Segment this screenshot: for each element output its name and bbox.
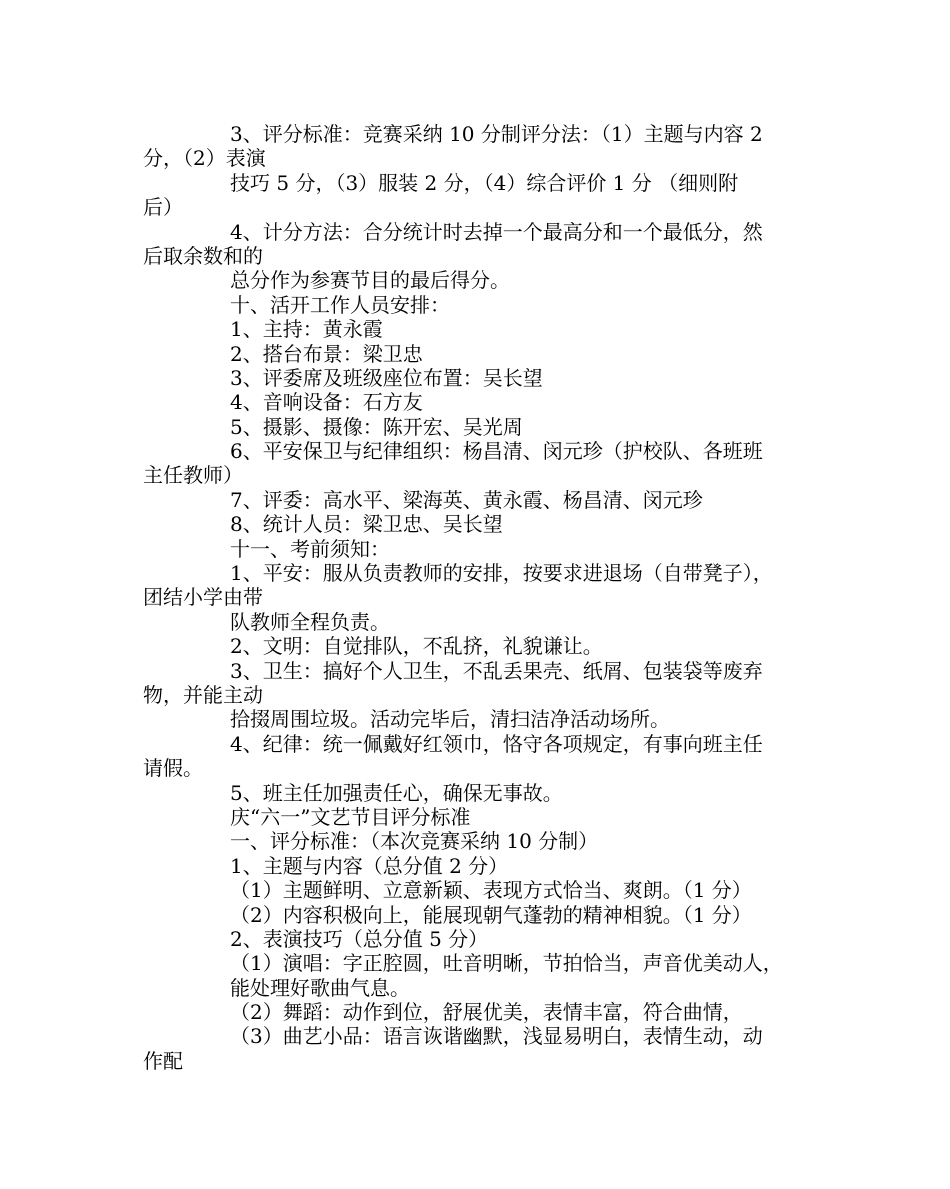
- document-body: [143, 122, 823, 1073]
- text-line: 3、卫生：搞好个人卫生，不乱丢果壳、纸屑、包装袋等废弃: [230, 658, 763, 683]
- text-line: 请假。: [143, 756, 203, 781]
- text-line: 5、班主任加强责任心，确保无事故。: [230, 780, 563, 805]
- text-line: 4、计分方法：合分统计时去掉一个最高分和一个最低分，然: [230, 219, 763, 244]
- text-line: 队教师全程负责。: [230, 609, 390, 634]
- text-line: 十一、考前须知：: [230, 536, 390, 561]
- text-line: 分，（2）表演: [143, 146, 266, 171]
- text-line: 后取余数和的: [143, 243, 263, 268]
- text-line: （2）内容积极向上，能展现朝气蓬勃的精神相貌。（1 分）: [230, 902, 752, 927]
- text-line: 1、主持：黄永霞: [230, 317, 383, 342]
- text-line: 后）: [143, 195, 183, 220]
- text-line: 4、纪律：统一佩戴好红领巾，恪守各项规定，有事向班主任: [230, 731, 763, 756]
- text-line: 3、评委席及班级座位布置：吴长望: [230, 365, 543, 390]
- text-line: 7、评委：高水平、梁海英、黄永霞、杨昌清、闵元珍: [230, 487, 703, 512]
- text-line: 5、摄影、摄像：陈开宏、吴光周: [230, 414, 523, 439]
- text-line: 8、统计人员：梁卫忠、吴长望: [230, 512, 503, 537]
- text-line: 技巧 5 分，（3）服装 2 分，（4）综合评价 1 分 （细则附: [230, 170, 739, 195]
- text-line: 3、评分标准：竞赛采纳 10 分制评分法：（1）主题与内容 2: [230, 122, 763, 146]
- text-line: 十、活开工作人员安排：: [230, 292, 450, 317]
- text-line: （2）舞蹈：动作到位，舒展优美，表情丰富，符合曲情，: [230, 1000, 743, 1025]
- text-line: 2、表演技巧（总分值 5 分）: [230, 926, 489, 951]
- text-line: 1、平安：服从负责教师的安排，按要求进退场（自带凳子），: [230, 561, 773, 586]
- text-line: 4、音响设备：石方友: [230, 390, 423, 415]
- text-line: 庆“六一”文艺节目评分标准: [230, 804, 471, 829]
- text-line: 团结小学由带: [143, 585, 263, 610]
- text-line: 能处理好歌曲气息。: [230, 975, 410, 1000]
- text-line: 主任教师）: [143, 463, 243, 488]
- text-line: 2、搭台布景：梁卫忠: [230, 341, 423, 366]
- text-line: 1、主题与内容（总分值 2 分）: [230, 853, 509, 878]
- text-line: 总分作为参赛节目的最后得分。: [230, 268, 510, 293]
- text-line: 作配: [143, 1048, 183, 1073]
- text-line: （1）演唱：字正腔圆，吐音明晰，节拍恰当，声音优美动人，: [230, 951, 783, 976]
- text-line: （3）曲艺小品：语言诙谐幽默，浅显易明白，表情生动，动: [230, 1024, 763, 1049]
- text-line: 6、平安保卫与纪律组织：杨昌清、闵元珍（护校队、各班班: [230, 439, 763, 464]
- text-line: （1）主题鲜明、立意新颖、表现方式恰当、爽朗。（1 分）: [230, 878, 752, 903]
- text-line: 拾掇周围垃圾。活动完毕后，清扫洁净活动场所。: [230, 707, 670, 732]
- text-line: 一、评分标准：（本次竞赛采纳 10 分制）: [230, 829, 599, 854]
- text-line: 2、文明：自觉排队，不乱挤，礼貌谦让。: [230, 634, 603, 659]
- text-line: 物，并能主动: [143, 682, 263, 707]
